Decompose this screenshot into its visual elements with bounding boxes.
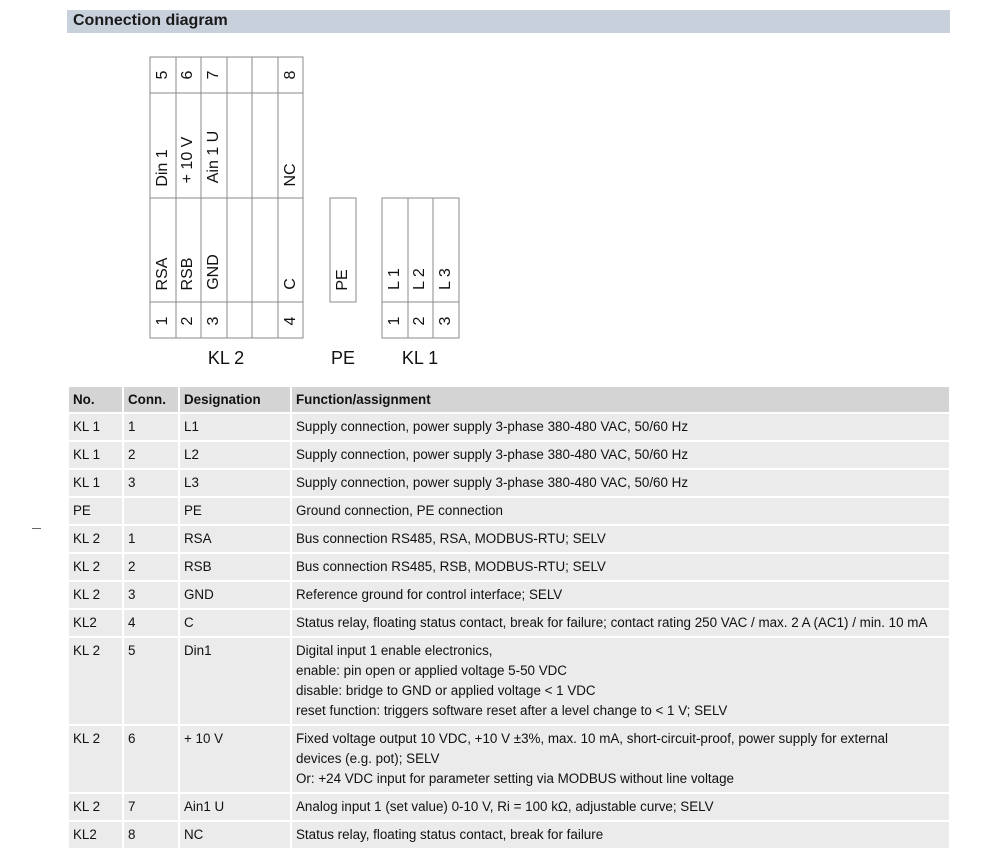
function-line: Supply connection, power supply 3-phase 380-480 VAC, 50/60 Hz: [296, 447, 689, 462]
cell-conn: [124, 498, 178, 524]
cell-function: [292, 610, 949, 636]
cell-no: PE: [69, 498, 122, 524]
cell-function: [292, 822, 949, 848]
kl1-pin: 2: [411, 316, 428, 326]
cell-no: KL 2: [69, 582, 122, 608]
table-row: [69, 638, 949, 724]
cell-no: KL 1: [69, 442, 122, 468]
cell-function: [292, 554, 949, 580]
table-row: [69, 526, 949, 552]
header-no: No.: [69, 387, 122, 412]
kl1-label: L 2: [411, 268, 428, 290]
header-designation: Designation: [180, 387, 290, 412]
table-row: [69, 582, 949, 608]
pe-block-name: PE: [330, 348, 356, 368]
kl2-top-pin: 5: [154, 70, 171, 80]
kl2-top-label: Din 1: [154, 149, 171, 187]
table-body: [69, 414, 949, 848]
cell-no: KL 2: [69, 526, 122, 552]
kl1-label: L 1: [386, 268, 403, 290]
cell-no: KL 1: [69, 414, 122, 440]
cell-designation: NC: [180, 822, 290, 848]
function-line: Status relay, floating status contact, break for failure; contact rating 250 VAC / max. 2 A (AC1) / min. 10 mA: [296, 615, 928, 630]
cell-function: [292, 582, 949, 608]
terminal-lines: [0, 0, 1000, 380]
cell-designation: GND: [180, 582, 290, 608]
kl2-bottom-pin: 1: [154, 316, 171, 326]
connection-table: [67, 385, 951, 850]
table-row: [69, 442, 949, 468]
cell-designation: PE: [180, 498, 290, 524]
cell-no: KL 2: [69, 726, 122, 792]
margin-dash: [32, 528, 41, 529]
pe-terminal-label: PE: [334, 269, 351, 291]
table-row: [69, 498, 949, 524]
function-line: devices (e.g. pot); SELV: [296, 751, 440, 766]
cell-no: KL2: [69, 610, 122, 636]
kl1-label: L 3: [437, 268, 454, 290]
cell-no: KL 2: [69, 554, 122, 580]
cell-no: KL 2: [69, 638, 122, 724]
function-line: Ground connection, PE connection: [296, 503, 503, 518]
table-row: [69, 794, 949, 820]
function-line: Status relay, floating status contact, break for failure: [296, 827, 604, 842]
kl2-bottom-pin: 2: [179, 316, 196, 326]
header-conn: Conn.: [124, 387, 178, 412]
function-line: Bus connection RS485, RSB, MODBUS-RTU; SELV: [296, 559, 606, 574]
cell-conn: 3: [124, 470, 178, 496]
cell-conn: 6: [124, 726, 178, 792]
cell-designation: L2: [180, 442, 290, 468]
kl2-top-label: + 10 V: [179, 136, 196, 184]
function-line: Fixed voltage output 10 VDC, +10 V ±3%, max. 10 mA, short-circuit-proof, power supply for external: [296, 731, 888, 746]
function-line: Or: +24 VDC input for parameter setting via MODBUS without line voltage: [296, 771, 734, 786]
cell-function: [292, 638, 949, 724]
kl2-bottom-pin: 4: [282, 316, 299, 326]
cell-no: KL2: [69, 822, 122, 848]
cell-designation: Din1: [180, 638, 290, 724]
function-line: Digital input 1 enable electronics,: [296, 643, 493, 658]
kl2-bottom-label: RSA: [154, 257, 171, 291]
cell-designation: L1: [180, 414, 290, 440]
cell-designation: Ain1 U: [180, 794, 290, 820]
cell-designation: RSA: [180, 526, 290, 552]
cell-function: [292, 498, 949, 524]
cell-function: [292, 470, 949, 496]
cell-conn: 8: [124, 822, 178, 848]
kl2-top-label: Ain 1 U: [205, 130, 222, 184]
table-row: [69, 470, 949, 496]
cell-conn: 1: [124, 414, 178, 440]
kl2-bottom-label: RSB: [179, 257, 196, 291]
cell-conn: 5: [124, 638, 178, 724]
table-row: [69, 726, 949, 792]
table-row: [69, 414, 949, 440]
kl1-pin: 3: [437, 316, 454, 326]
cell-conn: 3: [124, 582, 178, 608]
cell-function: [292, 794, 949, 820]
cell-conn: 7: [124, 794, 178, 820]
function-line: disable: bridge to GND or applied voltage < 1 VDC: [296, 683, 596, 698]
kl2-block-name: KL 2: [207, 348, 245, 368]
kl2-bottom-label: C: [282, 278, 299, 290]
kl2-top-pin: 7: [205, 70, 222, 80]
function-line: Supply connection, power supply 3-phase 380-480 VAC, 50/60 Hz: [296, 419, 689, 434]
function-line: Reference ground for control interface; SELV: [296, 587, 563, 602]
table-header-row: [69, 387, 949, 412]
cell-designation: RSB: [180, 554, 290, 580]
header-function: Function/assignment: [292, 387, 949, 412]
cell-conn: 1: [124, 526, 178, 552]
function-line: Supply connection, power supply 3-phase 380-480 VAC, 50/60 Hz: [296, 475, 689, 490]
kl2-bottom-label: GND: [205, 254, 222, 290]
kl2-top-pin: 6: [179, 70, 196, 80]
kl2-bottom-pin: 3: [205, 316, 222, 326]
cell-designation: + 10 V: [180, 726, 290, 792]
table-row: [69, 822, 949, 848]
cell-function: [292, 442, 949, 468]
cell-function: [292, 414, 949, 440]
section-title: Connection diagram: [73, 12, 228, 29]
function-line: Analog input 1 (set value) 0-10 V, Ri = 100 kΩ, adjustable curve; SELV: [296, 799, 714, 814]
function-line: enable: pin open or applied voltage 5-50 VDC: [296, 663, 567, 678]
cell-conn: 4: [124, 610, 178, 636]
cell-no: KL 1: [69, 470, 122, 496]
table-row: [69, 554, 949, 580]
cell-designation: C: [180, 610, 290, 636]
cell-designation: L3: [180, 470, 290, 496]
kl1-pin: 1: [386, 316, 403, 326]
cell-function: [292, 726, 949, 792]
kl2-top-label: NC: [282, 163, 299, 187]
connection-diagram: [0, 0, 1000, 380]
cell-no: KL 2: [69, 794, 122, 820]
kl2-top-pin: 8: [282, 70, 299, 80]
function-line: reset function: triggers software reset after a level change to < 1 V; SELV: [296, 703, 728, 718]
table-row: [69, 610, 949, 636]
cell-conn: 2: [124, 554, 178, 580]
function-line: Bus connection RS485, RSA, MODBUS-RTU; SELV: [296, 531, 606, 546]
kl1-block-name: KL 1: [401, 348, 439, 368]
cell-function: [292, 526, 949, 552]
cell-conn: 2: [124, 442, 178, 468]
